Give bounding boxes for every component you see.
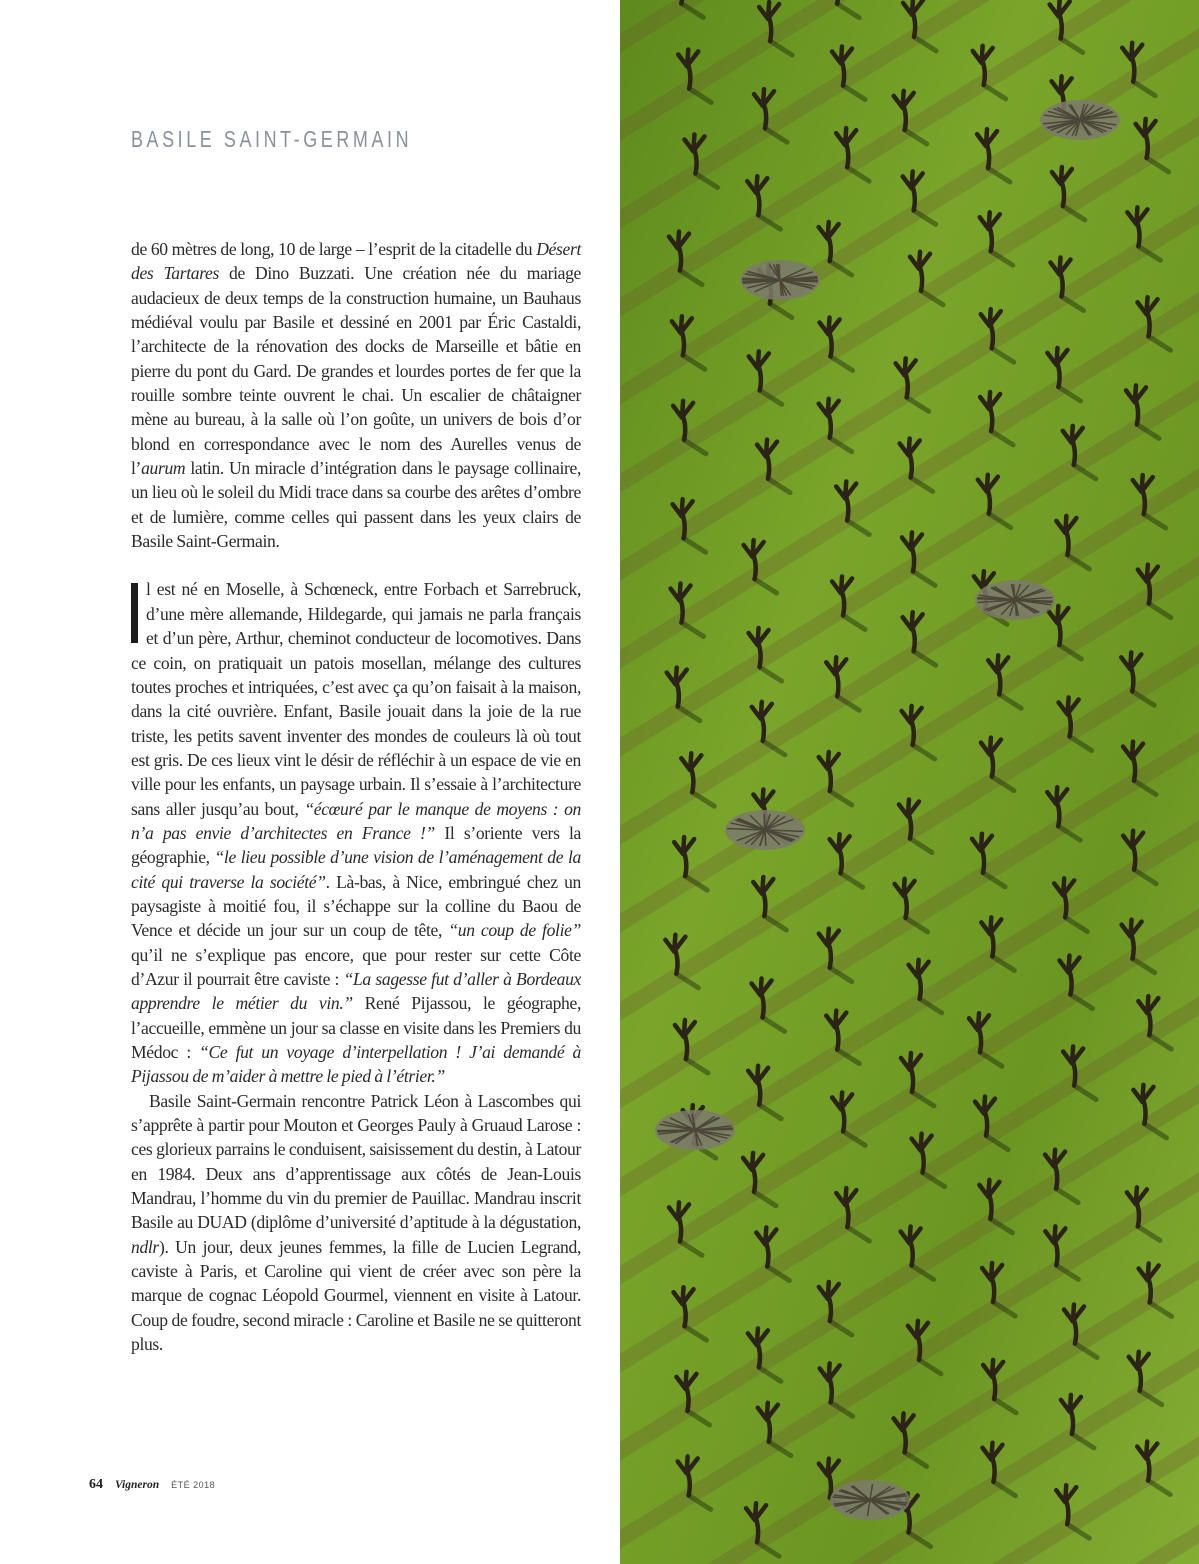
article-body — [131, 237, 581, 1356]
magazine-name: Vigneron — [115, 1479, 160, 1491]
page-number: 64 — [89, 1477, 103, 1492]
issue-label: ÉTÉ 2018 — [171, 1480, 216, 1490]
quote: “le lieu possible d’une vision de l’aménagement de la cité qui traverse la société” — [131, 847, 581, 892]
pruning-pile — [975, 580, 1055, 620]
paragraph-1: de 60 mètres de long, 10 de large – l’esprit de la citadelle du Désert des Tartares de Dino Buzzati. Une création née du mariage audacieux de deux temps de la construction humaine, un Bauhaus médiéval voulu par Basile et dessiné en 2001 par Éric Castaldi, l’architecte de la rénovation des docks de Marseille et bâtie en pierre du pont du Gard. De grandes et lourdes portes de fer que la rouille sombre teinte ouvrent le chai. Un escalier de châtaigner mène au bureau, à la salle où l’on goûte, un univers de bois d’or blond en correspondance avec le nom des Aurelles venus de l’aurum latin. Un miracle d’intégration dans le paysage collinaire, un lieu où le soleil du Midi trace dans sa courbe des arêtes d’ombre et de lumière, comme celles qui passent dans les yeux clairs de Basile Saint-Germain. — [131, 239, 581, 552]
running-header: BASILE SAINT-GERMAIN — [131, 126, 413, 152]
drop-cap-bar — [131, 583, 138, 643]
quote: “écœuré par le manque de moyens : on n’a pas envie d’architectes en France !” — [131, 798, 581, 843]
quote: “un coup de folie” — [448, 920, 582, 941]
pruning-pile — [1040, 100, 1120, 140]
aerial-vineyard-photo — [620, 0, 1199, 1564]
quote: “Ce fut un voyage d’interpellation ! J’ai demandé à Pijassou de m’aider à mettre le pied à l’étrier.” — [131, 1042, 581, 1087]
pruning-pile — [830, 1480, 910, 1520]
pruning-pile — [655, 1110, 735, 1150]
paragraph-2: l est né en Moselle, à Schœneck, entre Forbach et Sarrebruck, d’une mère allemande, Hildegarde, qui jamais ne parla français et d’un père, Arthur, cheminot conducteur de locomotives. Dans ce coin, on pratiquait un patois mosellan, mélange des cultures toutes proches et intriquées, c’est avec ça qu’on faisait à la maison, dans la cité ouvrière. Enfant, Basile jouait dans la joie de la rue triste, les petits savent inventer des mondes de couleurs là où tout est gris. De ces lieux vint le désir de réfléchir à un espace de vie en ville pour les enfants, un paysage urbain. Il s’essaie à l’architecture sans aller jusqu’au bout, “écœuré par le manque de moyens : on n’a pas envie d’architectes en France !” Il s’oriente vers la géographie, “le lieu possible d’une vision de l’aménagement de la cité qui traverse la société”. Là-bas, à Nice, embringué chez un paysagiste à moitié fou, il s’échappe sur la colline du Baou de Vence et décide un jour sur un coup de tête, “un coup de folie” qu’il ne s’explique pas encore, que pour rester sur cette Côte d’Azur il pourrait être caviste : “La sagesse fut d’aller à Bordeaux apprendre le métier du vin.” René Pijassou, le géographe, l’accueille, emmène un jour sa classe en visite dans les Premiers du Médoc : “Ce fut un voyage d’interpellation ! J’ai demandé à Pijassou de m’aider à mettre le pied à l’étrier.” — [131, 579, 582, 1087]
paragraph-3: Basile Saint-Germain rencontre Patrick Léon à Lascombes qui s’apprête à partir pour Mouton et Georges Pauly à Gruaud Larose : ces glorieux parrains le conduisent, saisissement du destin, à Latour en 1984. Deux ans d’apprentissage aux côtés de Jean-Louis Mandrau, l’homme du vin du premier de Pauillac. Mandrau inscrit Basile au DUAD (diplôme d’université d’aptitude à la dégustation, ndlr). Un jour, deux jeunes femmes, la fille de Lucien Legrand, caviste à Paris, et Caroline qui vient de créer avec son père la marque de cognac Léopold Gourmel, viennent en visite à Latour. Coup de foudre, second miracle : Caroline et Basile ne se quitteront plus. — [131, 1090, 581, 1355]
latin-word: aurum — [141, 458, 186, 479]
quote: “La sagesse fut d’aller à Bordeaux apprendre le métier du vin.” — [131, 968, 581, 1014]
page-footer — [89, 1477, 215, 1493]
pruning-pile — [725, 810, 805, 850]
pruning-pile — [740, 260, 820, 300]
book-title: Désert des Tartares — [131, 239, 581, 284]
